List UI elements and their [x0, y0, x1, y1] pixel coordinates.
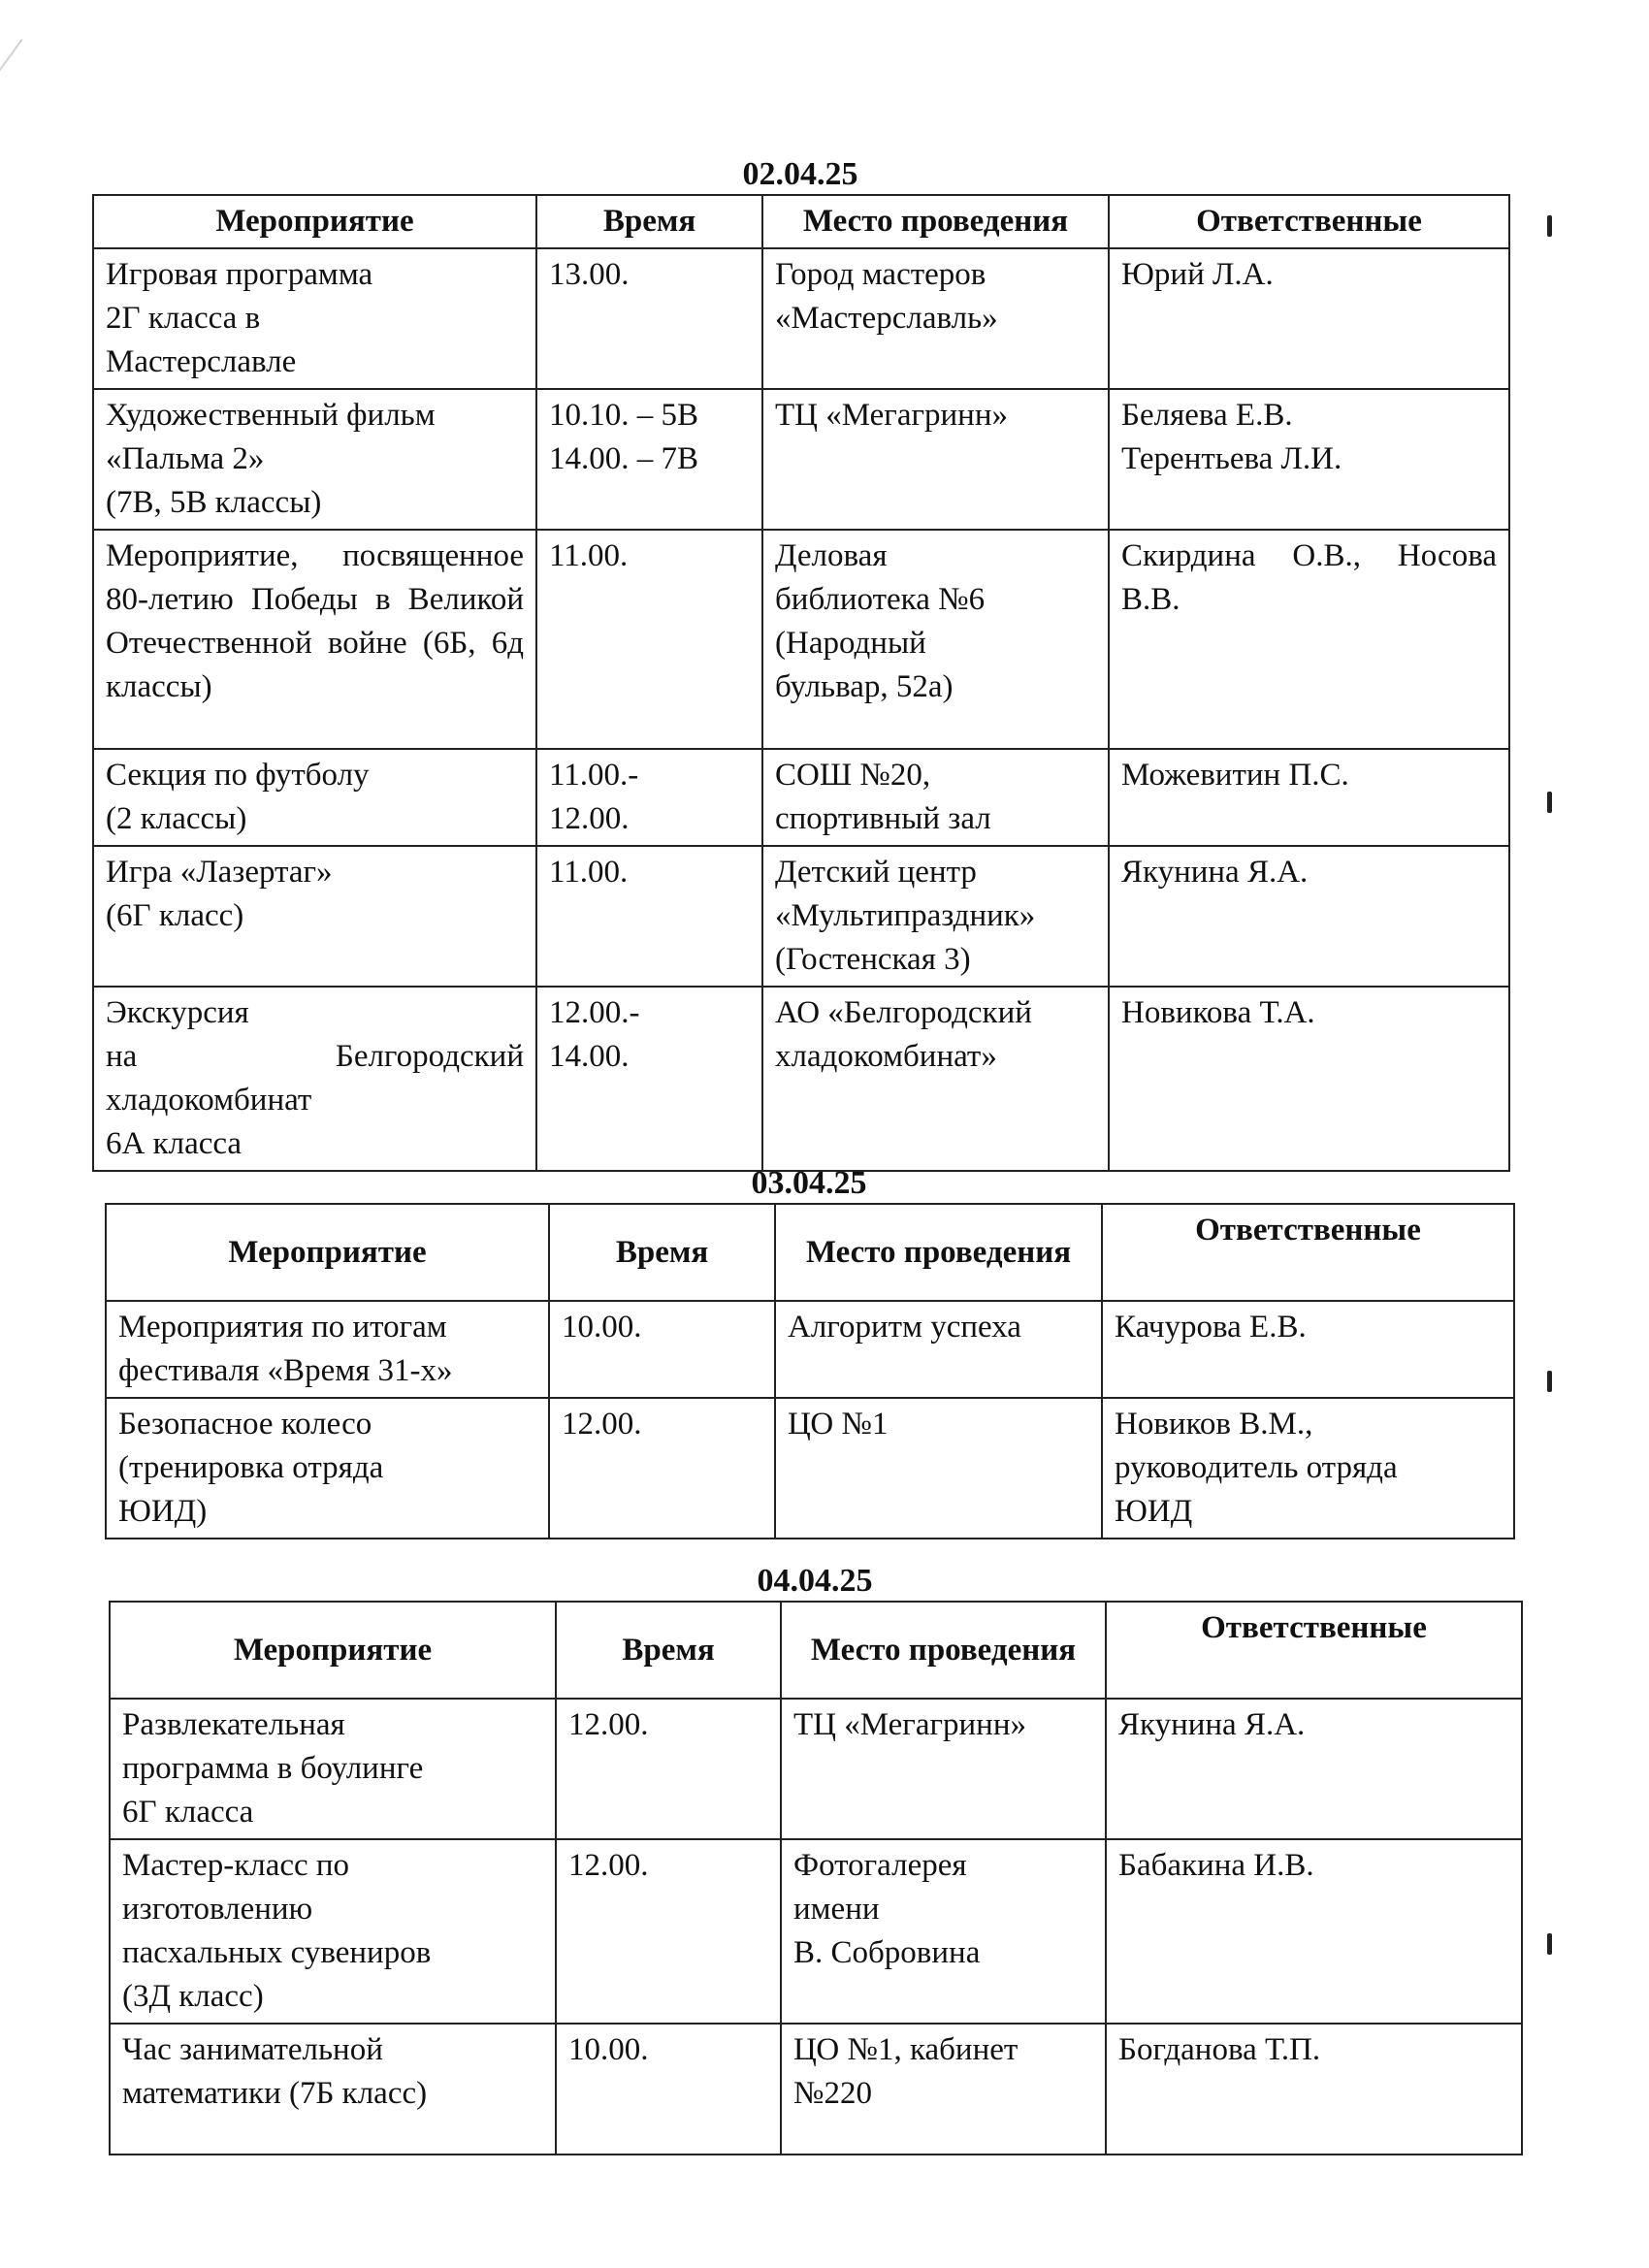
- schedule-section-2: [105, 1164, 1513, 1539]
- cell-responsible: Беляева Е.В. Терентьева Л.И.: [1109, 389, 1509, 530]
- table-row: [93, 749, 1509, 846]
- section-date: 02.04.25: [742, 156, 858, 192]
- schedule-section-1: [92, 155, 1508, 1172]
- header-place: Место проведения: [775, 1204, 1102, 1301]
- cell-time: 10.00.: [549, 1301, 775, 1398]
- margin-mark: [1547, 215, 1552, 237]
- cell-event: Развлекательная программа в боулинге 6Г класса: [110, 1699, 556, 1839]
- cell-place: Город мастеров «Мастерславль»: [762, 248, 1109, 389]
- cell-time: 13.00.: [536, 248, 762, 389]
- cell-time: 11.00.: [536, 846, 762, 987]
- header-time: Время: [536, 195, 762, 248]
- header-event: Мероприятие: [110, 1602, 556, 1699]
- cell-place: ТЦ «Мегагринн»: [762, 389, 1109, 530]
- section-date: 04.04.25: [757, 1563, 873, 1599]
- cell-place: Детский центр «Мультипраздник» (Гостенская 3): [762, 846, 1109, 987]
- header-time: Время: [549, 1204, 775, 1301]
- cell-place: ЦО №1: [775, 1398, 1102, 1539]
- cell-event: Секция по футболу (2 классы): [93, 749, 536, 846]
- margin-mark: [1547, 1371, 1552, 1392]
- table-row: [93, 530, 1509, 749]
- cell-event: Мероприятия по итогам фестиваля «Время 31-х»: [106, 1301, 549, 1398]
- cell-responsible: Новикова Т.А.: [1109, 987, 1509, 1171]
- cell-place: Алгоритм успеха: [775, 1301, 1102, 1398]
- table-row: [93, 389, 1509, 530]
- header-event: Мероприятие: [93, 195, 536, 248]
- cell-responsible: Якунина Я.А.: [1106, 1699, 1522, 1839]
- section-date: 03.04.25: [751, 1165, 867, 1201]
- cell-responsible: Новиков В.М., руководитель отряда ЮИД: [1102, 1398, 1514, 1539]
- cell-place: СОШ №20, спортивный зал: [762, 749, 1109, 846]
- cell-place: АО «Белгородский хладокомбинат»: [762, 987, 1109, 1171]
- cell-time: 12.00.: [549, 1398, 775, 1539]
- table-row: [110, 2024, 1522, 2155]
- header-place: Место проведения: [781, 1602, 1106, 1699]
- header-event: Мероприятие: [106, 1204, 549, 1301]
- header-place: Место проведения: [762, 195, 1109, 248]
- margin-mark: [1547, 792, 1552, 813]
- cell-time: 10.10. – 5В 14.00. – 7В: [536, 389, 762, 530]
- cell-place: Деловая библиотека №6 (Народный бульвар, 52а): [762, 530, 1109, 749]
- schedule-table: [105, 1203, 1515, 1539]
- header-time: Время: [556, 1602, 781, 1699]
- table-row: [93, 846, 1509, 987]
- cell-event: Мероприятие, посвященное 80-летию Победы в Великой Отечественной войне (6Б, 6д классы): [93, 530, 536, 749]
- cell-time: 10.00.: [556, 2024, 781, 2155]
- cell-responsible: Богданова Т.П.: [1106, 2024, 1522, 2155]
- cell-responsible: Юрий Л.А.: [1109, 248, 1509, 389]
- header-responsible: Ответственные: [1102, 1204, 1514, 1301]
- cell-time: 12.00.- 14.00.: [536, 987, 762, 1171]
- cell-event: Игровая программа 2Г класса в Мастерславле: [93, 248, 536, 389]
- cell-time: 12.00.: [556, 1839, 781, 2024]
- cell-event: Безопасное колесо (тренировка отряда ЮИД): [106, 1398, 549, 1539]
- cell-responsible: Скирдина О.В., Носова В.В.: [1109, 530, 1509, 749]
- table-row: [93, 987, 1509, 1171]
- table-row: [93, 248, 1509, 389]
- table-row: [110, 1699, 1522, 1839]
- cell-event: Экскурсия на Белгородский хладокомбинат 6А класса: [93, 987, 536, 1171]
- margin-mark: [1547, 1933, 1552, 1955]
- table-row: [106, 1301, 1514, 1398]
- cell-event: Час занимательной математики (7Б класс): [110, 2024, 556, 2155]
- cell-time: 11.00.- 12.00.: [536, 749, 762, 846]
- cell-event: Художественный фильм «Пальма 2» (7В, 5В классы): [93, 389, 536, 530]
- schedule-table: [109, 1601, 1523, 2155]
- table-row: [106, 1398, 1514, 1539]
- table-row: [110, 1839, 1522, 2024]
- cell-place: Фотогалерея имени В. Собровина: [781, 1839, 1106, 2024]
- cell-event: Мастер-класс по изготовлению пасхальных сувениров (3Д класс): [110, 1839, 556, 2024]
- cell-place: ТЦ «Мегагринн»: [781, 1699, 1106, 1839]
- header-responsible: Ответственные: [1109, 195, 1509, 248]
- schedule-table: [92, 194, 1510, 1172]
- cell-responsible: Можевитин П.С.: [1109, 749, 1509, 846]
- cell-time: 12.00.: [556, 1699, 781, 1839]
- cell-responsible: Бабакина И.В.: [1106, 1839, 1522, 2024]
- cell-responsible: Якунина Я.А.: [1109, 846, 1509, 987]
- cell-time: 11.00.: [536, 530, 762, 749]
- cell-event: Игра «Лазертаг» (6Г класс): [93, 846, 536, 987]
- cell-responsible: Качурова Е.В.: [1102, 1301, 1514, 1398]
- cell-place: ЦО №1, кабинет №220: [781, 2024, 1106, 2155]
- scan-artifact-line: [0, 39, 23, 189]
- header-responsible: Ответственные: [1106, 1602, 1522, 1699]
- schedule-section-3: [109, 1562, 1521, 2155]
